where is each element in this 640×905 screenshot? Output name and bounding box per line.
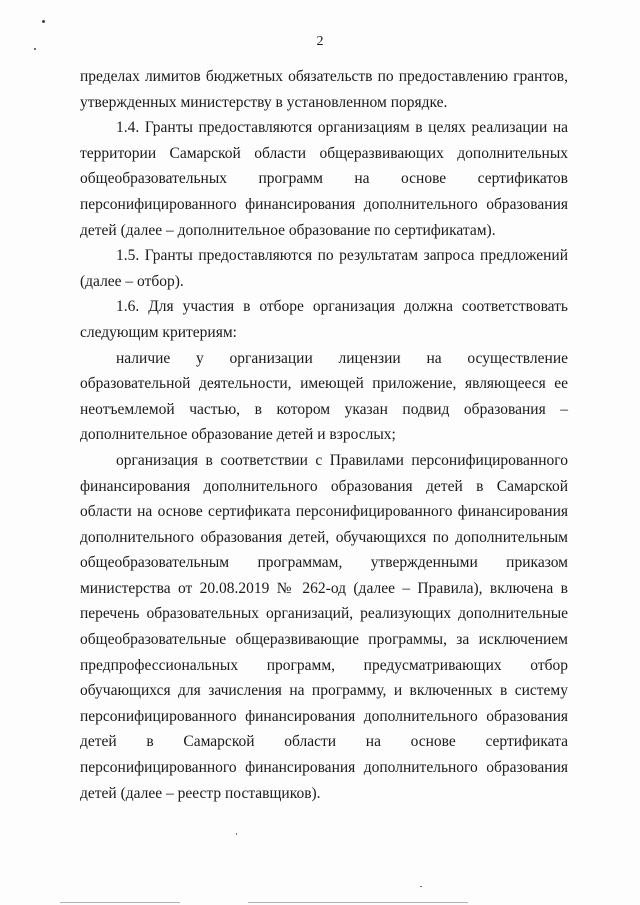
scan-speck	[236, 833, 237, 835]
scan-edge-line	[60, 902, 180, 903]
criterion-registry: организация в соответствии с Правилами персонифицированного финансирования дополнительного образования детей в Самарской области на основе сертификата персонифицированного финансирования дополнительного образования детей, обучающихся по дополнительным общеобразовательным программам, утвержденными приказом министерства от 20.08.2019 № 262-од (далее – Правила), включена в перечень образовательных организаций, реализующих дополнительные общеобразовательные общеразвивающие программы, за исключением предпрофессиональных программ, предусматривающих отбор обучающихся для зачисления на программу, и включенных в систему персонифицированного финансирования дополнительного образования детей в Самарской области на основе сертификата персонифицированного финансирования дополнительного образования детей (далее – реестр поставщиков).	[80, 451, 568, 802]
scan-speck	[42, 20, 45, 23]
paragraph-1-5: 1.5. Гранты предоставляются по результатам запроса предложений (далее – отбор).	[80, 247, 568, 290]
criterion-license: наличие у организации лицензии на осуществление образовательной деятельности, имеющей приложение, являющееся ее неотъемлемой частью, в котором указан подвид образования – дополнительное образование детей и взрослых;	[80, 349, 568, 444]
paragraph-continuation: пределах лимитов бюджетных обязательств по предоставлению грантов, утвержденных министерству в установленном порядке.	[80, 68, 568, 111]
page-number: 2	[316, 34, 324, 49]
document-body	[80, 64, 568, 806]
scan-speck	[420, 886, 422, 887]
paragraph-1-4: 1.4. Гранты предоставляются организациям в целях реализации на территории Самарской области общеразвивающих дополнительных общеобразовательных программ на основе сертификатов персонифицированного финансирования дополнительного образования детей (далее – дополнительное образование по сертификатам).	[80, 119, 568, 239]
scan-edge-line	[248, 902, 468, 903]
paragraph-1-6: 1.6. Для участия в отборе организация должна соответствовать следующим критериям:	[80, 298, 568, 341]
